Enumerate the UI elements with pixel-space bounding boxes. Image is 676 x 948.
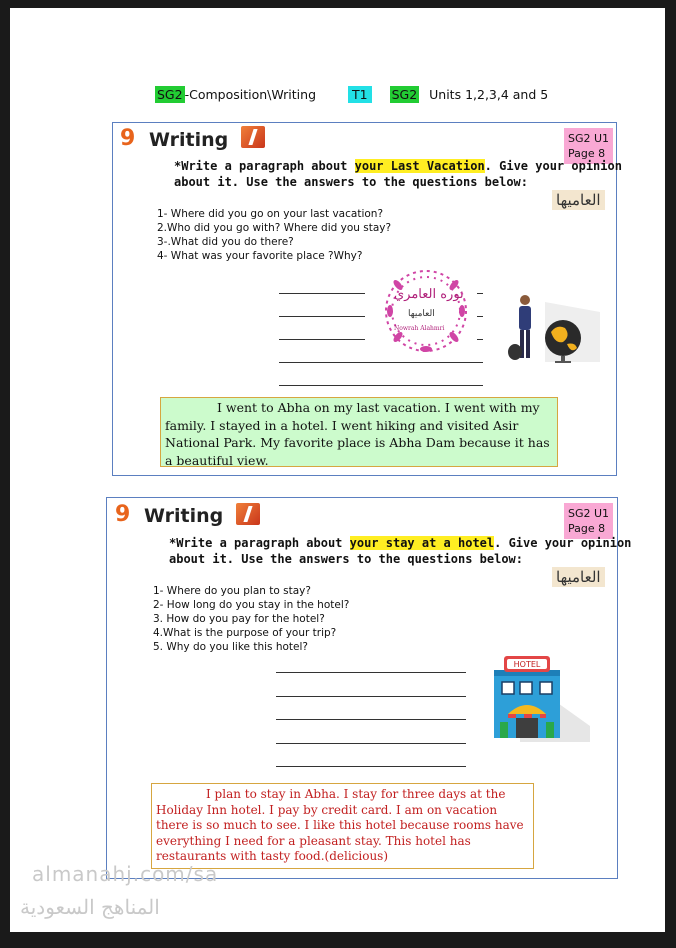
prompt-highlight: your Last Vacation — [354, 159, 485, 173]
writing-line — [276, 766, 466, 767]
page-reference-tag — [564, 503, 613, 539]
arabic-badge: العاميها — [552, 190, 605, 210]
model-answer-vacation — [160, 397, 558, 467]
writing-line — [276, 672, 466, 673]
writing-pencil-icon — [241, 126, 265, 148]
teacher-stamp — [380, 265, 472, 357]
prompt-line-2: about it. Use the answers to the questions below: — [174, 175, 529, 189]
writing-line — [276, 696, 466, 697]
arabic-badge: العاميها — [552, 567, 605, 587]
section-title: Writing — [144, 505, 224, 527]
writing-prompt — [174, 158, 622, 190]
answer-text: I went to Abha on my last vacation. I went with my family. I stayed in a hotel. I went hiking and visited Asir National Park. My favorite place is Abha Dam because it has a beautiful view. — [165, 400, 550, 468]
stamp-name-en: Nowrah Alahmri — [394, 325, 445, 332]
sg2-label: SG2 — [157, 87, 183, 102]
prompt-line-2: about it. Use the answers to the questions below: — [169, 552, 524, 566]
units-label: Units 1,2,3,4 and 5 — [429, 87, 549, 102]
question-item: 2- How long do you stay in the hotel? — [153, 599, 350, 611]
tag-line-1: SG2 U1 — [568, 507, 610, 520]
section-title: Writing — [149, 129, 229, 151]
answer-text: I plan to stay in Abha. I stay for three days at the Holiday Inn hotel. I pay by credit card. I am on vacation there is so much to see. I like this hotel because rooms have everything I need for a pleasant stay. This hotel has restaurants with tasty food.(delicious) — [156, 787, 524, 863]
stamp-sub: العاميها — [408, 309, 435, 319]
stamp-name: نوره العامري — [394, 287, 464, 302]
tag-line-2: Page 8 — [568, 147, 606, 160]
traveler-globe-illustration — [505, 292, 600, 364]
question-item: 2.Who did you go with? Where did you stay? — [157, 222, 392, 234]
question-item: 5. Why do you like this hotel? — [153, 641, 308, 653]
writing-line — [279, 293, 365, 294]
prompt-highlight: your stay at a hotel — [349, 536, 495, 550]
question-item: 4.What is the purpose of your trip? — [153, 627, 337, 639]
worksheet-header — [155, 87, 548, 102]
term-label: T1 — [348, 86, 372, 103]
writing-prompt — [169, 535, 631, 567]
section-number: 9 — [115, 502, 131, 527]
watermark-url: almanahj.com/sa — [32, 862, 219, 886]
writing-pencil-icon — [236, 503, 260, 525]
question-item: 3. How do you pay for the hotel? — [153, 613, 325, 625]
prompt-text: *Write a paragraph about — [169, 536, 350, 550]
prompt-text-end: . Give your opinion — [484, 159, 622, 173]
question-item: 1- Where did you go on your last vacation? — [157, 208, 384, 220]
hotel-illustration — [490, 656, 590, 742]
subject-label: -Composition\Writing — [184, 87, 317, 102]
section-number: 9 — [120, 126, 136, 151]
writing-line — [279, 385, 483, 386]
tag-line-2: Page 8 — [568, 522, 606, 535]
question-item: 4- What was your favorite place ?Why? — [157, 250, 363, 262]
question-list — [153, 584, 349, 654]
model-answer-hotel — [151, 783, 534, 869]
question-item: 1- Where do you plan to stay? — [153, 585, 311, 597]
prompt-text-end: . Give your opinion — [494, 536, 632, 550]
writing-line — [477, 316, 483, 317]
writing-line — [279, 362, 483, 363]
writing-line — [477, 339, 483, 340]
writing-line — [276, 743, 466, 744]
writing-line — [276, 719, 466, 720]
watermark-arabic: المناهج السعودية — [20, 895, 160, 919]
sg2-label-2: SG2 — [391, 87, 418, 102]
question-list — [157, 207, 391, 263]
tag-line-1: SG2 U1 — [568, 132, 610, 145]
hotel-sign: HOTEL — [513, 660, 541, 669]
writing-line — [279, 316, 365, 317]
question-item: 3-.What did you do there? — [157, 236, 294, 248]
writing-line — [279, 339, 365, 340]
prompt-text: *Write a paragraph about — [174, 159, 355, 173]
writing-line — [477, 293, 483, 294]
